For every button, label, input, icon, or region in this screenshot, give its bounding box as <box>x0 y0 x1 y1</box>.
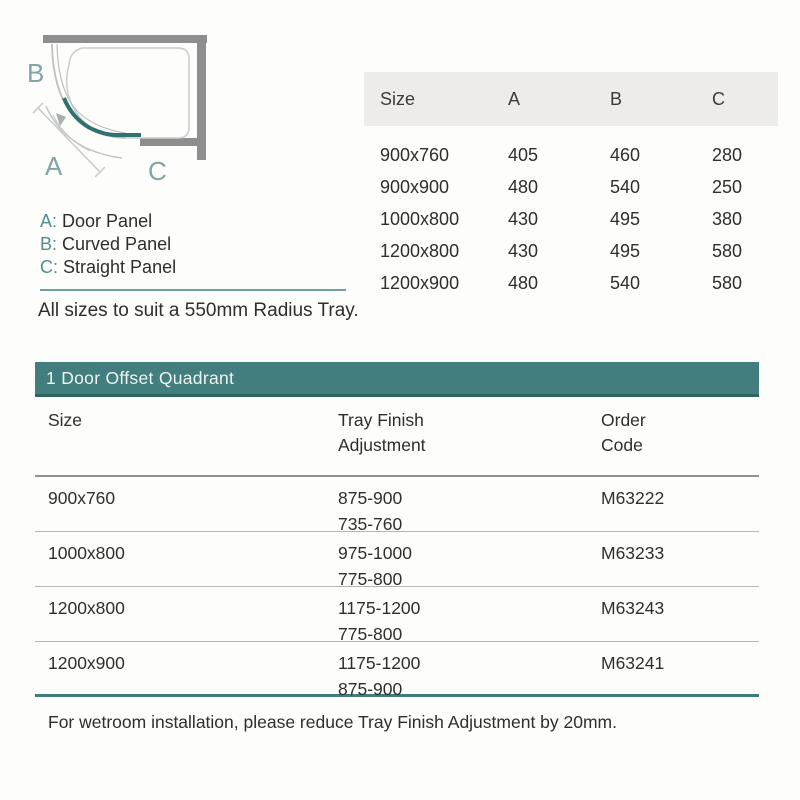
legend-key-a: A: <box>40 211 58 231</box>
dims-header-a: A <box>508 88 521 109</box>
table-row <box>364 203 778 235</box>
cell-size: 1200x800 <box>48 598 125 618</box>
diagram-label-a: A <box>45 151 63 181</box>
adjustment-line: 875-900 <box>338 679 403 699</box>
dimensions-table <box>364 72 778 299</box>
header-line: Order <box>601 410 646 430</box>
adjustment-line: 775-800 <box>338 624 403 644</box>
cell-a: 430 <box>508 208 539 229</box>
legend-item-a <box>40 210 176 233</box>
cell-a: 405 <box>508 144 539 165</box>
cell-size: 1000x800 <box>380 208 460 229</box>
cell-size: 1200x800 <box>380 240 460 261</box>
adjustment-line: 875-900 <box>338 488 403 508</box>
cell-a: 480 <box>508 176 539 197</box>
legend-item-c <box>40 256 176 279</box>
diagram-label-b: B <box>27 58 45 88</box>
top-wall <box>43 35 207 43</box>
cell-order-code: M63233 <box>601 543 665 563</box>
cell-size: 1000x800 <box>48 543 125 563</box>
quadrant-diagram <box>12 18 212 196</box>
cell-b: 540 <box>610 176 641 197</box>
cell-b: 460 <box>610 144 641 165</box>
table-row <box>35 587 759 642</box>
header-line: Adjustment <box>338 435 426 455</box>
header-line: Code <box>601 435 643 455</box>
product-table-title: 1 Door Offset Quadrant <box>46 367 235 388</box>
legend-label-b: Curved Panel <box>62 234 172 254</box>
cell-order-code: M63241 <box>601 653 665 673</box>
panel-legend <box>40 210 176 279</box>
cell-adjustment <box>338 540 601 592</box>
dims-header-size: Size <box>380 88 416 109</box>
cell-adjustment <box>338 650 601 702</box>
table-row <box>35 532 759 587</box>
cell-size: 1200x900 <box>48 653 125 673</box>
product-header-adjustment <box>338 408 601 475</box>
adjustment-line: 975-1000 <box>338 543 412 563</box>
curved-panel-line-outer <box>52 44 125 138</box>
header-line: Size <box>48 410 83 430</box>
cell-b: 495 <box>610 208 641 229</box>
table-row <box>35 477 759 532</box>
cell-order-code: M63222 <box>601 488 665 508</box>
cell-order-code: M63243 <box>601 598 665 618</box>
straight-panel-bar <box>140 138 206 146</box>
product-table-header <box>35 397 759 477</box>
radius-tray-note: All sizes to suit a 550mm Radius Tray. <box>38 300 359 321</box>
cell-a: 480 <box>508 272 539 293</box>
cell-c: 250 <box>712 176 743 197</box>
cell-size: 900x760 <box>380 144 450 165</box>
dimensions-table-header <box>364 72 778 126</box>
table-row <box>364 139 778 171</box>
adjustment-line: 1175-1200 <box>338 653 421 673</box>
product-header-order-code <box>601 408 759 475</box>
cell-b: 495 <box>610 240 641 261</box>
table-row <box>364 235 778 267</box>
header-line: Tray Finish <box>338 410 424 430</box>
legend-label-c: Straight Panel <box>63 257 177 277</box>
cell-b: 540 <box>610 272 641 293</box>
diagram-label-c: C <box>148 156 167 186</box>
dims-header-b: B <box>610 88 623 109</box>
table-row <box>364 171 778 203</box>
legend-key-c: C: <box>40 257 58 277</box>
product-header-size <box>48 408 338 475</box>
cell-c: 280 <box>712 144 743 165</box>
cell-size: 1200x900 <box>380 272 460 293</box>
product-table-title-bar <box>35 362 759 397</box>
legend-item-b <box>40 233 176 256</box>
legend-label-a: Door Panel <box>62 211 153 231</box>
cell-adjustment <box>338 595 601 647</box>
cell-size: 900x760 <box>48 488 116 508</box>
product-table <box>35 362 759 697</box>
dims-header-c: C <box>712 88 725 109</box>
cell-c: 580 <box>712 240 743 261</box>
adjustment-line: 775-800 <box>338 569 403 589</box>
cell-adjustment <box>338 485 601 537</box>
dimensions-table-body <box>364 139 778 299</box>
adjustment-line: 735-760 <box>338 514 403 534</box>
legend-divider <box>40 289 346 291</box>
cell-size: 900x900 <box>380 176 450 197</box>
door-panel-arc <box>64 98 141 135</box>
wetroom-installation-note: For wetroom installation, please reduce Tray Finish Adjustment by 20mm. <box>48 712 617 732</box>
adjustment-line: 1175-1200 <box>338 598 421 618</box>
legend-key-b: B: <box>40 234 58 254</box>
table-row <box>364 267 778 299</box>
table-row <box>35 642 759 697</box>
cell-c: 580 <box>712 272 743 293</box>
cell-a: 430 <box>508 240 539 261</box>
cell-c: 380 <box>712 208 743 229</box>
